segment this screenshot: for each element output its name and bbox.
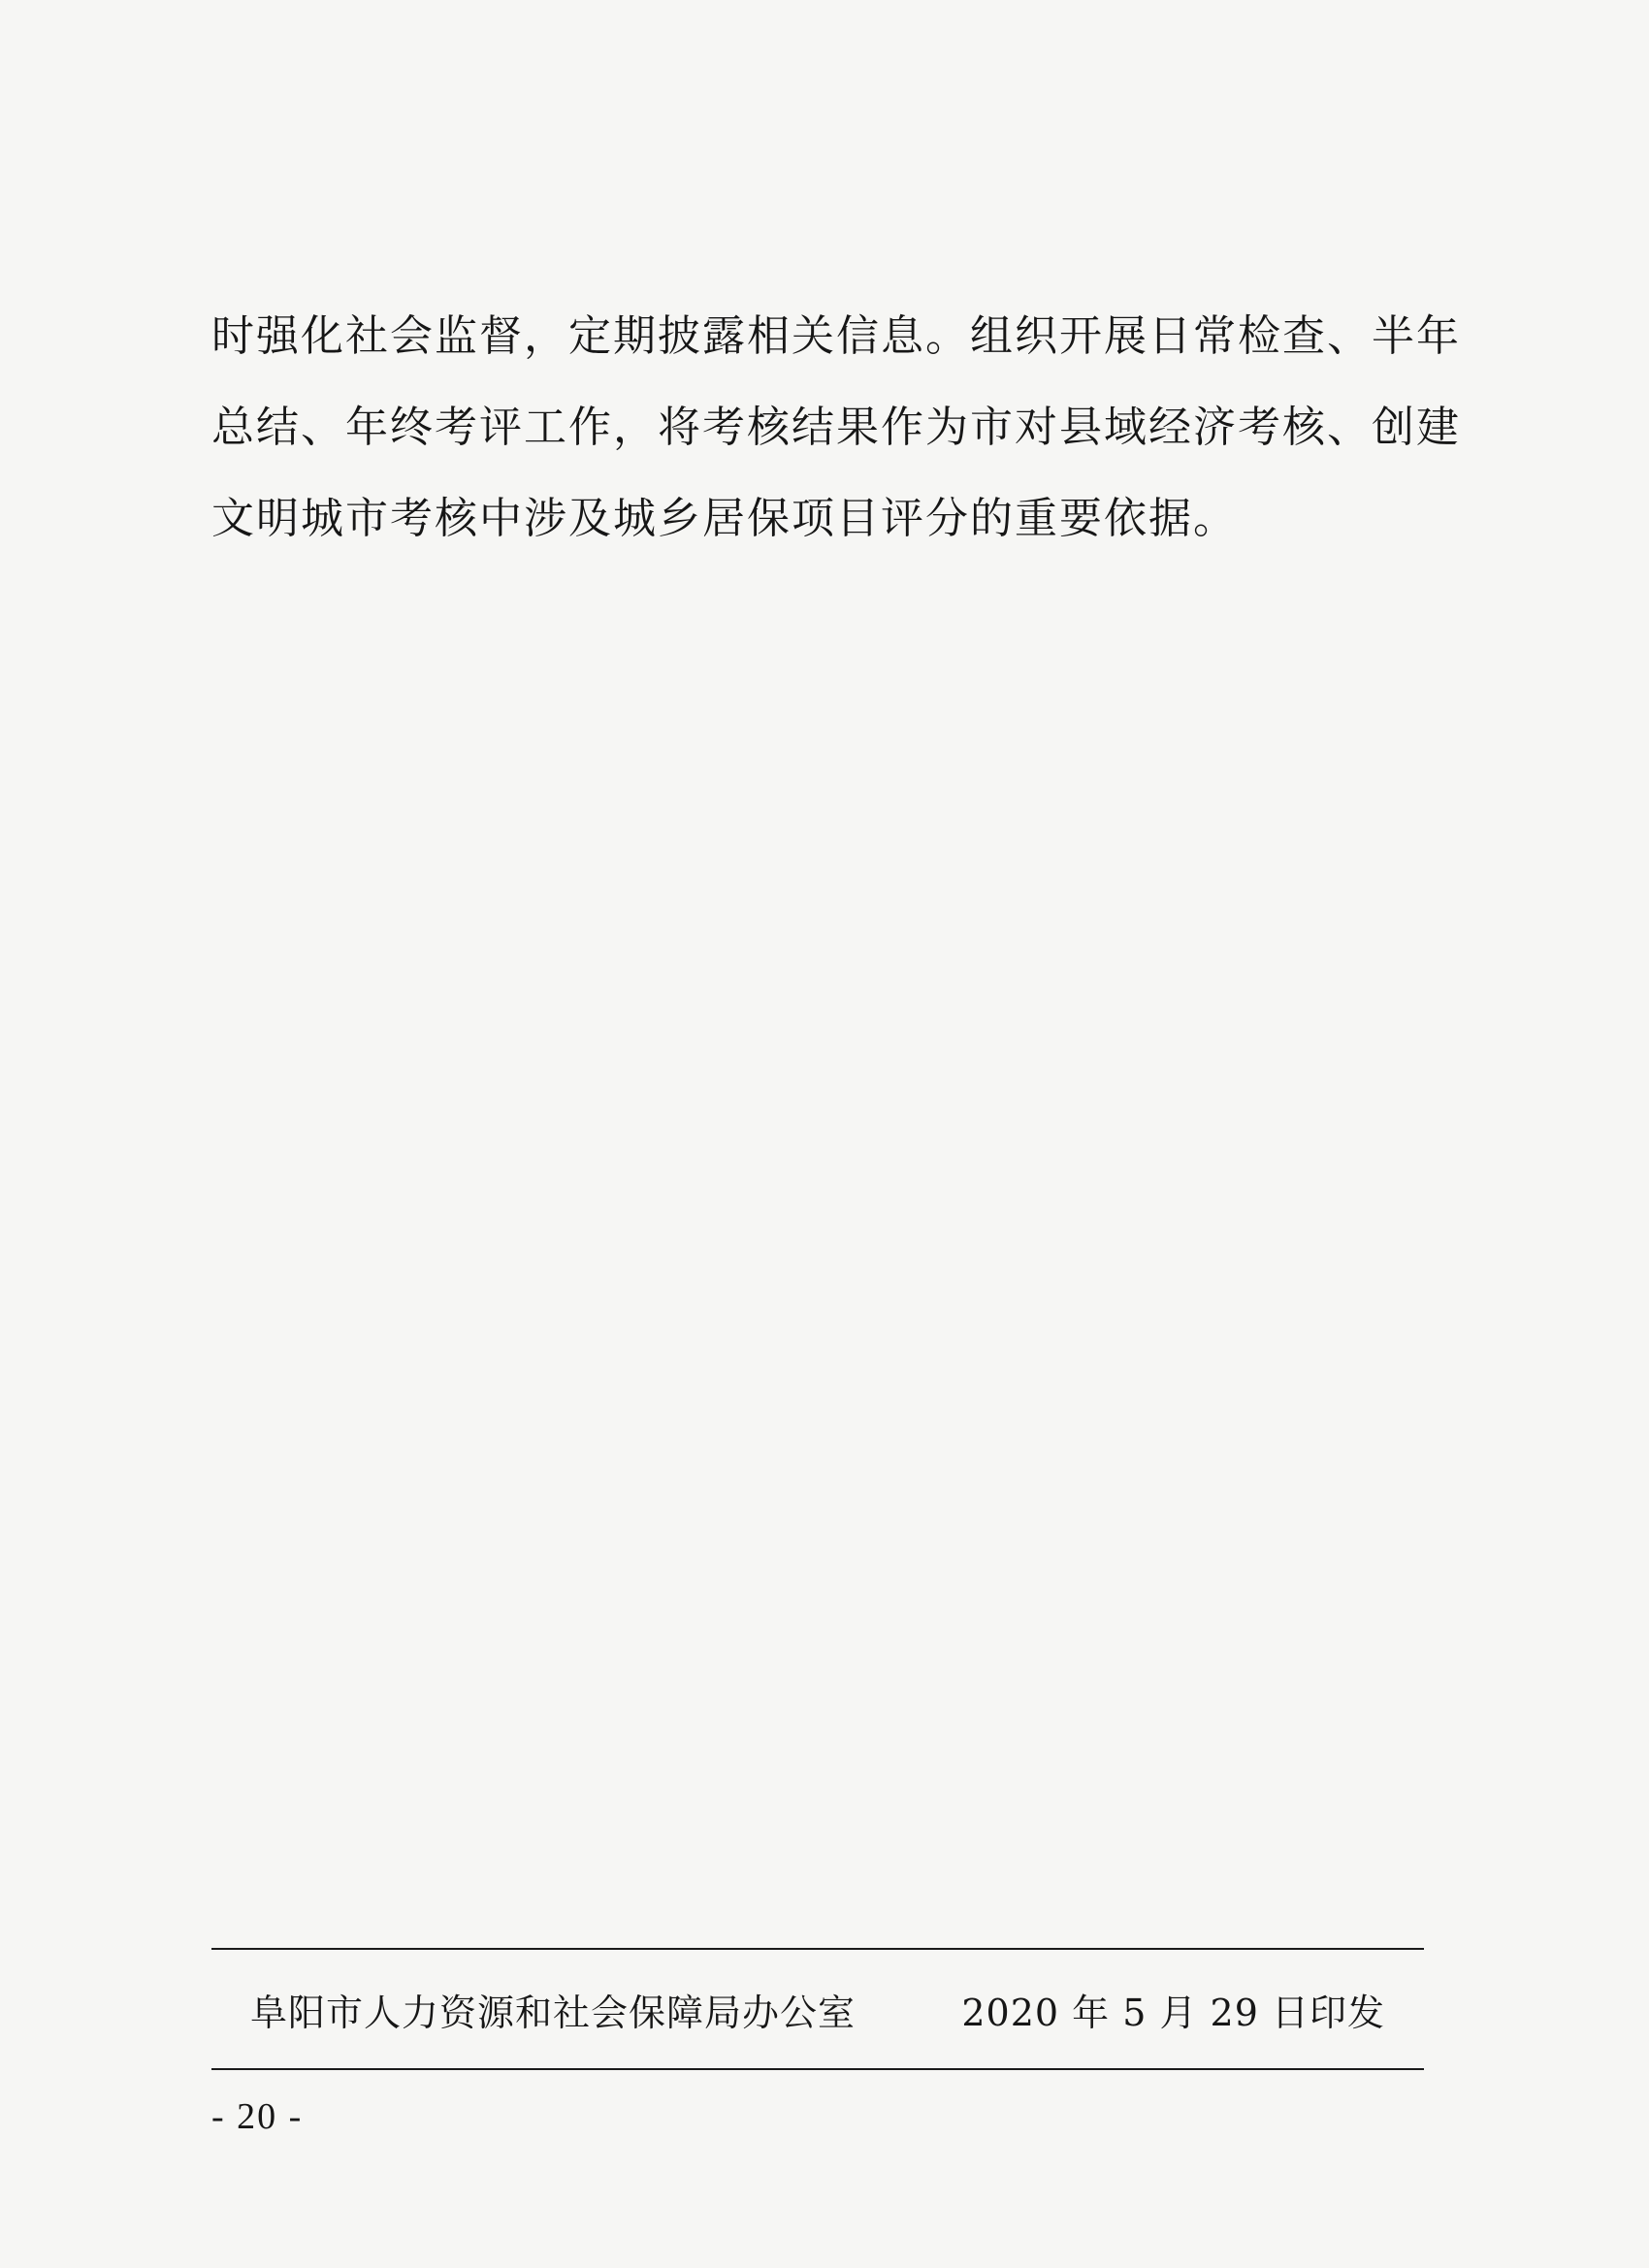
body-line-2: 总结、年终考评工作，将考核结果作为市对县域经济考核、创建 — [211, 403, 1461, 452]
body-line-3: 文明城市考核中涉及城乡居保项目评分的重要依据。 — [211, 494, 1238, 543]
imprint-bottom-rule — [211, 2068, 1424, 2070]
body-line-1: 时强化社会监督，定期披露相关信息。组织开展日常检查、半年 — [211, 311, 1461, 361]
page-number: - 20 - — [211, 2096, 304, 2137]
imprint-block — [211, 1958, 1424, 2058]
imprint-top-rule — [211, 1948, 1424, 1950]
issuing-office: 阜阳市人力资源和社会保障局办公室 — [250, 1992, 857, 2034]
issue-date: 2020 年 5 月 29 日印发 — [961, 1992, 1385, 2034]
body-paragraph — [211, 291, 1461, 565]
